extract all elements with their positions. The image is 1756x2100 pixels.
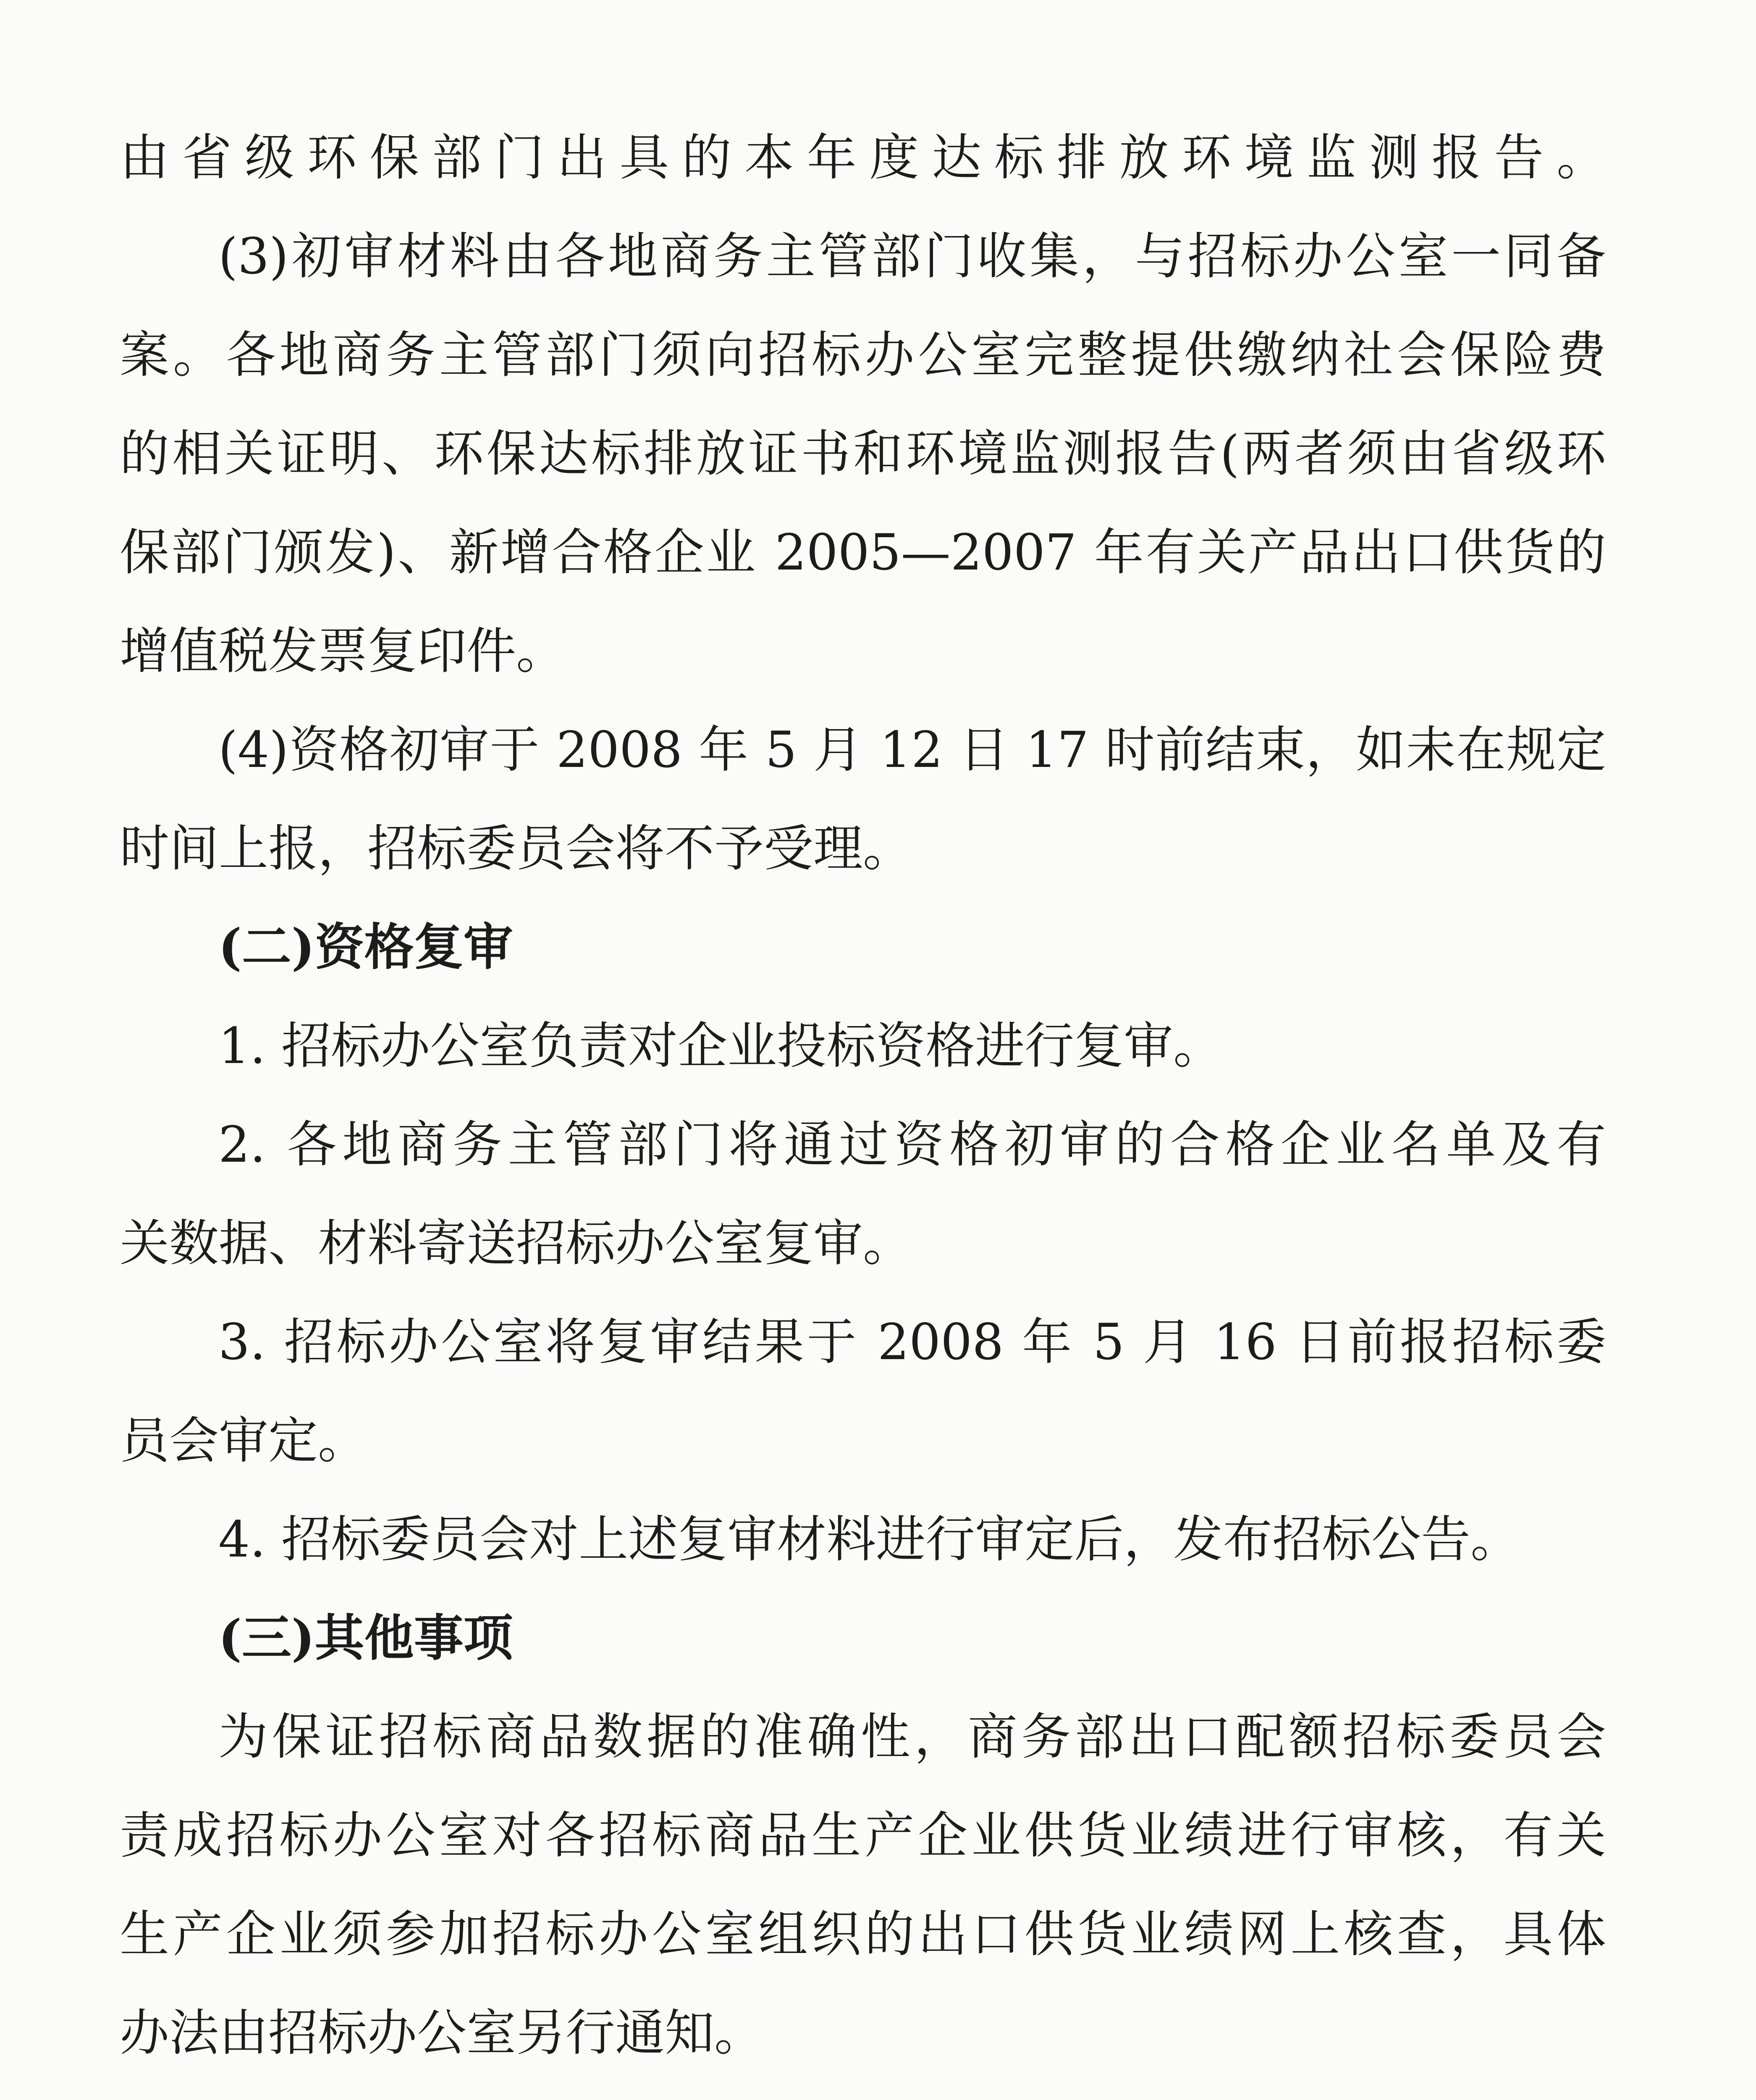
text-line: 由省级环保部门出具的本年度达标排放环境监测报告。 — [120, 129, 1606, 186]
text-line: (3)初审材料由各地商务主管部门收集，与招标办公室一同备 — [218, 227, 1606, 285]
text-line: 员会审定。 — [120, 1412, 368, 1470]
text-line: 4. 招标委员会对上述复审材料进行审定后，发布招标公告。 — [218, 1510, 1520, 1568]
text-line: 关数据、材料寄送招标办公室复审。 — [120, 1214, 913, 1272]
text-line: 办法由招标办公室另行通知。 — [120, 2004, 764, 2062]
text-line: 3. 招标办公室将复审结果于 2008 年 5 月 16 日前报招标委 — [218, 1313, 1606, 1371]
text-line: 2. 各地商务主管部门将通过资格初审的合格企业名单及有 — [218, 1116, 1606, 1173]
text-line: 案。各地商务主管部门须向招标办公室完整提供缴纳社会保险费 — [120, 326, 1606, 384]
text-line: 责成招标办公室对各招标商品生产企业供货业绩进行审核，有关 — [120, 1806, 1606, 1864]
text-line: 1. 招标办公室负责对企业投标资格进行复审。 — [218, 1017, 1223, 1075]
text-line: 生产企业须参加招标办公室组织的出口供货业绩网上核查，具体 — [120, 1905, 1606, 1963]
text-line: 为保证招标商品数据的准确性，商务部出口配额招标委员会 — [218, 1708, 1606, 1766]
text-line: 时间上报，招标委员会将不予受理。 — [120, 819, 913, 877]
text-line: 的相关证明、环保达标排放证书和环境监测报告(两者须由省级环 — [120, 425, 1606, 483]
section-heading: (三)其他事项 — [218, 1609, 513, 1667]
section-heading: (二)资格复审 — [218, 918, 513, 976]
text-line: (4)资格初审于 2008 年 5 月 12 日 17 时前结束，如未在规定 — [218, 721, 1606, 779]
text-line: 增值税发票复印件。 — [120, 622, 566, 680]
text-line: 保部门颁发)、新增合格企业 2005—2007 年有关产品出口供货的 — [120, 523, 1606, 581]
